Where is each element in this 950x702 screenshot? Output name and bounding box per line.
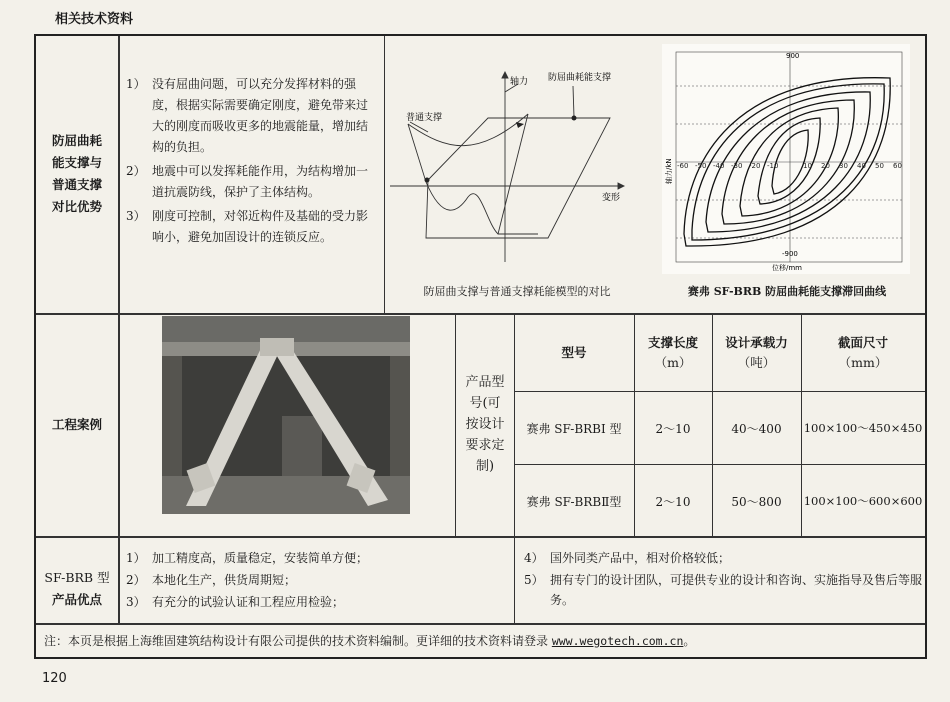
- axis-label-deformation: 变形: [602, 193, 621, 203]
- list-item: 3） 有充分的试验认证和工程应用检验；: [126, 595, 345, 609]
- page-number: 120: [42, 671, 67, 686]
- list-item: 5） 拥有专门的设计团队，可提供专业的设计和咨询、实施指导及售后等服务。: [524, 573, 923, 607]
- case-photo: [162, 316, 410, 514]
- label-ordinary-brace: 普通支撑: [406, 113, 443, 123]
- axis-label-force: 轴力: [510, 77, 529, 87]
- list-item: 2） 地震中可以发挥耗能作用，为结构增加一道抗震防线，保护了主体结构。: [126, 164, 369, 199]
- energy-model-diagram: [388, 62, 644, 272]
- label-col-divider: [118, 36, 120, 623]
- x-tick-label: -10: [767, 162, 779, 170]
- advantages-right-list: [524, 548, 922, 612]
- label-brb: 防屈曲耗能支撑: [548, 73, 612, 83]
- list-item: 1） 没有屈曲问题，可以充分发挥材料的强度，根据实际需要确定刚度，避免带来过大的刚度而吸收更多的地震能量，增加结构的负担。: [126, 77, 369, 154]
- x-tick-label: 50: [875, 162, 884, 170]
- case-photo-divider: [455, 313, 456, 536]
- cell-model: 赛弗 SF-BRBⅡ型: [526, 495, 622, 509]
- cell-capacity: 40～400: [731, 422, 782, 436]
- y-bottom-tick: -900: [782, 250, 798, 258]
- cell-length: 2～10: [655, 495, 691, 509]
- website-link[interactable]: www.wegotech.com.cn: [551, 634, 684, 648]
- x-tick-label: -30: [731, 162, 743, 170]
- col-header-model: 型号: [561, 345, 587, 360]
- x-tick-label: 40: [857, 162, 866, 170]
- hysteresis-caption: 赛弗 SF-BRB 防屈曲耗能支撑滞回曲线: [687, 285, 887, 298]
- compare-advantage-list: [126, 74, 378, 251]
- table-row-divider-2: [514, 464, 925, 465]
- row-divider-3: [36, 623, 925, 625]
- list-item: 4） 国外同类产品中，相对价格较低；: [524, 551, 731, 565]
- cell-capacity: 50～800: [731, 495, 782, 509]
- x-tick-label: 10: [803, 162, 812, 170]
- y-axis-label: 轴力/kN: [665, 158, 673, 184]
- x-tick-label: 30: [839, 162, 848, 170]
- advantages-left-list: [126, 548, 506, 614]
- row-divider-2: [36, 536, 925, 538]
- compare-row-label: 防屈曲耗 能支撑与 普通支撑 对比优势: [51, 133, 102, 214]
- case-row-label: 工程案例: [51, 417, 102, 432]
- x-tick-label: -20: [749, 162, 761, 170]
- list-item: 3） 刚度可控制，对邻近构件及基础的受力影响小，避免加固设计的连锁反应。: [126, 209, 369, 244]
- x-tick-label: -40: [713, 162, 725, 170]
- x-tick-label: -50: [695, 162, 707, 170]
- footer-note: 注：本页是根据上海维固建筑结构设计有限公司提供的技术资料编制。更详细的技术资料请登录 www.wegotech.com.cn。: [44, 634, 696, 648]
- x-tick-label: 20: [821, 162, 830, 170]
- compare-text-divider: [384, 36, 385, 313]
- col-header-capacity: 设计承载力 （吨）: [725, 335, 788, 370]
- advantages-row-label: SF-BRB 型 产品优点: [44, 570, 110, 607]
- col-header-section: 截面尺寸 （mm）: [837, 335, 888, 370]
- list-item: 2） 本地化生产，供货周期短；: [126, 573, 297, 587]
- cell-section: 100×100～600×600: [803, 494, 923, 508]
- x-axis-label: 位移/mm: [772, 264, 802, 272]
- list-item: 1） 加工精度高，质量稳定，安装简单方便；: [126, 551, 369, 565]
- cell-model: 赛弗 SF-BRBI 型: [526, 422, 622, 436]
- cell-length: 2～10: [655, 422, 691, 436]
- table-row-divider-1: [514, 391, 925, 392]
- x-tick-label: -60: [677, 162, 689, 170]
- advantages-divider: [514, 536, 515, 623]
- y-top-tick: 900: [786, 52, 800, 60]
- section-header: 相关技术资料: [55, 12, 134, 27]
- col-header-length: 支撑长度 （m）: [647, 335, 698, 370]
- cell-section: 100×100～450×450: [803, 421, 923, 435]
- row-divider-1: [36, 313, 925, 315]
- energy-model-caption: 防屈曲支撑与普通支撑耗能模型的对比: [423, 285, 611, 298]
- x-tick-label: 60: [893, 162, 902, 170]
- hysteresis-chart: [662, 44, 910, 274]
- product-model-label: 产品型 号(可 按设计 要求定 制): [465, 375, 505, 474]
